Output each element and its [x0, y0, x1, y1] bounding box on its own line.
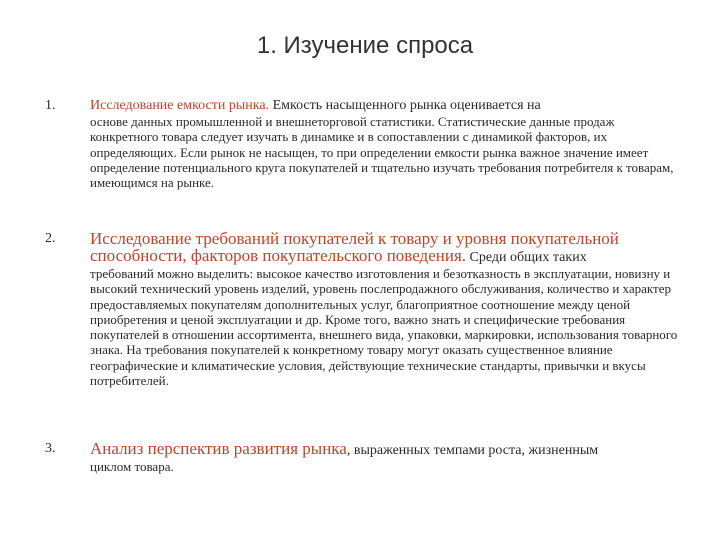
item-text: [90, 230, 685, 388]
item-heading-line: [90, 440, 685, 459]
item-heading: Исследование емкости рынка.: [90, 98, 270, 113]
item-text: [90, 97, 685, 190]
item-heading: Исследование требований покупателей к товару и уровня покупательной способности, факторов покупательского поведения.: [90, 229, 619, 265]
item-heading-line: [90, 97, 685, 114]
item-lead: Емкость насыщенного рынка оценивается на: [269, 98, 541, 113]
item-text: [90, 440, 685, 474]
item-number: 1.: [45, 98, 56, 113]
list-item: [45, 97, 685, 190]
item-body: требований можно выделить: высокое качество изготовления и безотказность в эксплуатации, новизну и высокий технический уровень изделий, уровень послепродажного обслуживания, количество и характер предоставляемых покупателям дополнительных услуг, благоприятное соотношение между ценой приобретения и ценой эксплуатации и др. Кроме того, важно знать и специфические требования покупателей в отношении ассортимента, внешнего вида, упаковки, маркировки, использования товарного знака. На требования покупателей к конкретному товару могут оказать существенное влияние географические и климатические условия, действующие технические стандарты, привычки и вкусы потребителей.: [90, 266, 678, 389]
item-number: 2.: [45, 231, 56, 246]
list-item: [45, 230, 685, 388]
item-heading-line: [90, 230, 685, 266]
item-number: 3.: [45, 441, 56, 456]
item-body: основе данных промышленной и внешнеторговой статистики. Статистические данные продаж конкретного товара следует изучать в динамике и в сопоставлении с динамикой факторов, их определяющих. Если рынок не насыщен, то при определении емкости рынка важное значение имеет определение потенциального круга покупателей и тщательно изучать требования потребителя к товарам, имеющимся на рынке.: [90, 114, 674, 191]
item-lead: Среди общих таких: [466, 250, 587, 265]
item-body: циклом товара.: [90, 459, 174, 474]
list-item: [45, 440, 685, 474]
item-heading: Анализ перспектив развития рынка: [90, 439, 347, 458]
slide-title: 1. Изучение спроса: [256, 32, 474, 59]
item-lead: , выраженных темпами роста, жизненным: [346, 443, 599, 458]
